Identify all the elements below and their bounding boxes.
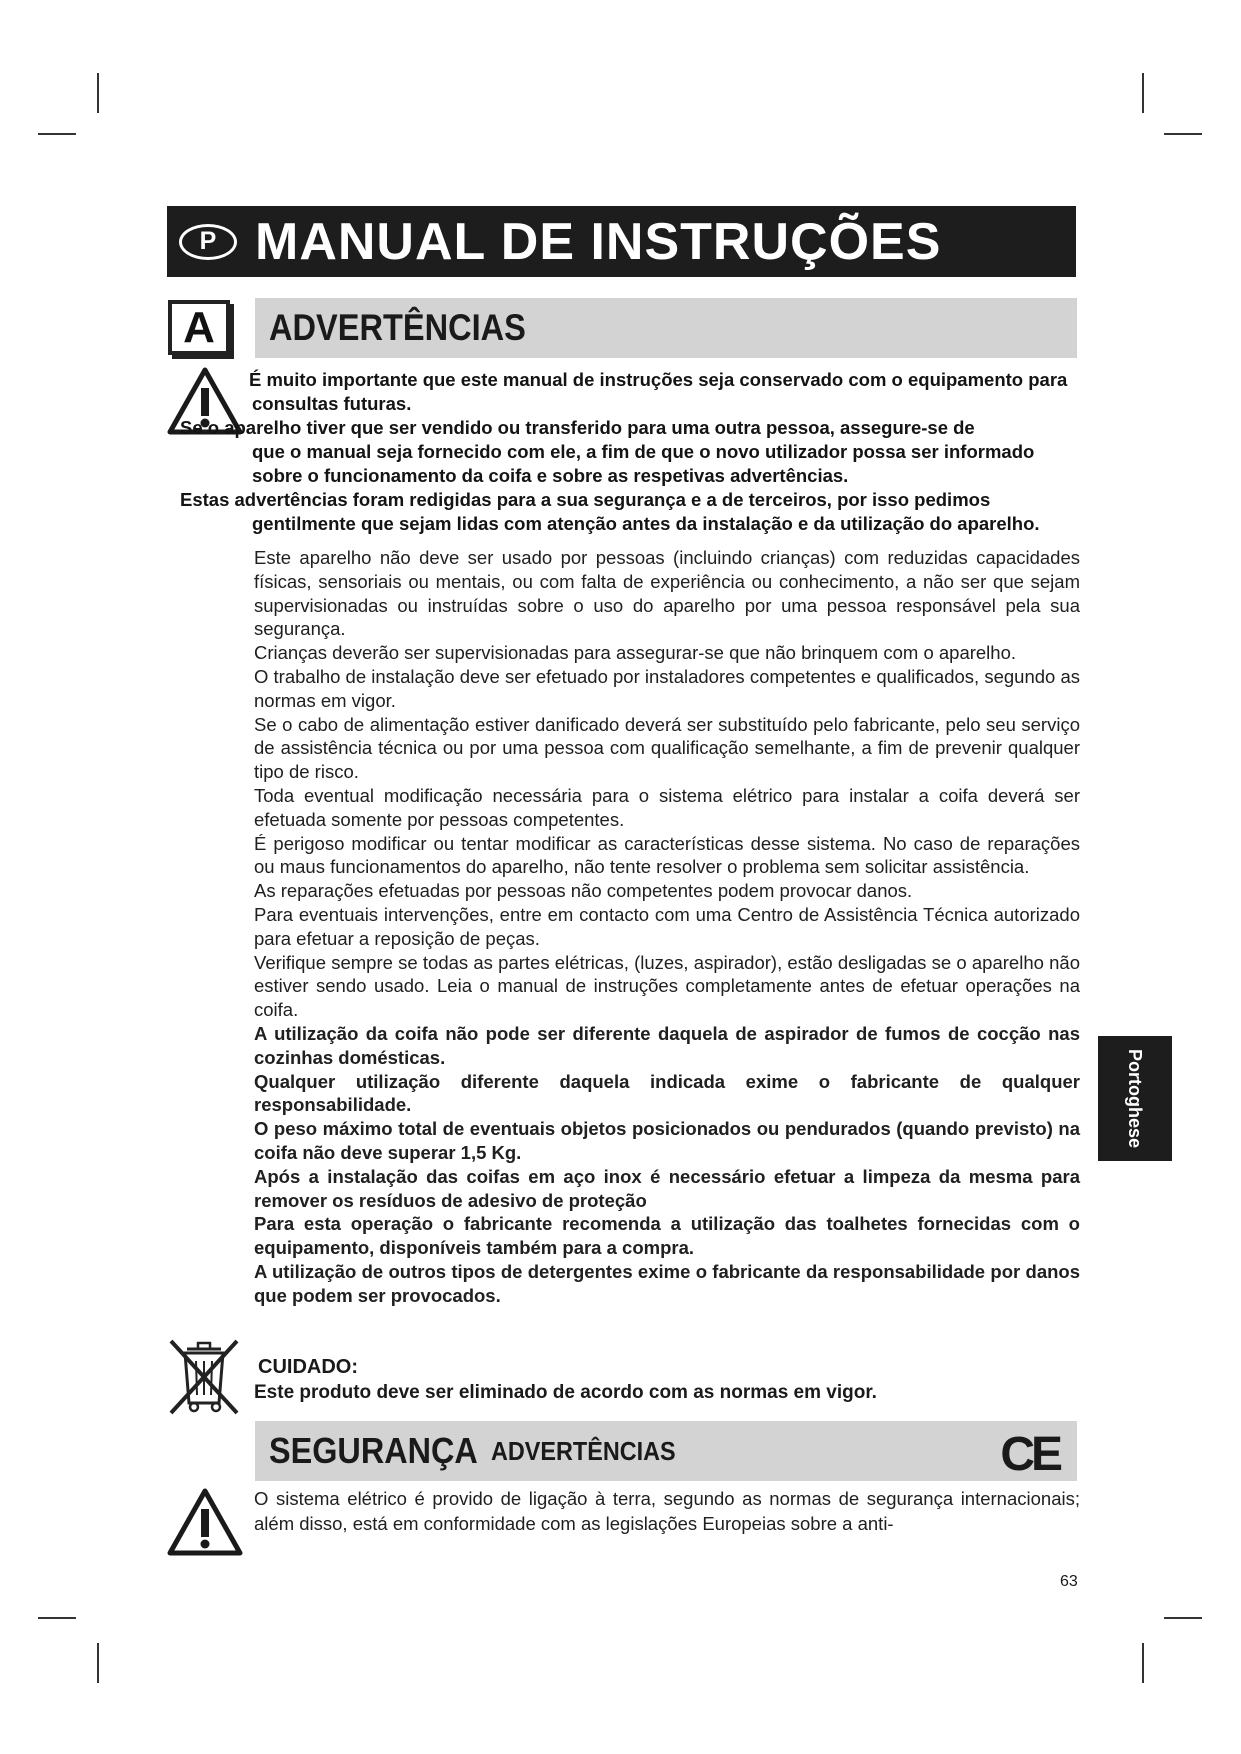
paragraph: Toda eventual modificação necessária para o sistema elétrico para instalar a coifa deverá ser efetuada somente por pessoas competentes. <box>254 784 1080 830</box>
intro-line: que o manual seja fornecido com ele, a fim de que o novo utilizador possa ser informado <box>252 441 1035 462</box>
crop-mark <box>1142 73 1144 113</box>
intro-line: sobre o funcionamento da coifa e sobre as respetivas advertências. <box>252 465 849 486</box>
intro-line: gentilmente que sejam lidas com atenção antes da instalação e da utilização do aparelho. <box>252 513 1040 534</box>
crop-mark <box>1142 1643 1144 1683</box>
intro-line: consultas futuras. <box>252 393 412 414</box>
crop-mark <box>1164 133 1202 135</box>
paragraph: Se o cabo de alimentação estiver danificado deverá ser substituído pelo fabricante, pelo seu serviço de assistência técnica ou por uma pessoa com qualificação semelhante, a fim de prevenir qualquer tipo de risco. <box>254 713 1080 783</box>
bold-paragraph: A utilização de outros tipos de detergentes exime o fabricante da responsabilidade por danos que podem ser provocados. <box>254 1260 1080 1306</box>
paragraph: Verifique sempre se todas as partes elétricas, (luzes, aspirador), estão desligadas se o aparelho não estiver sendo usado. Leia o manual de instruções completamente antes de efetuar operações na coifa. <box>254 951 1080 1021</box>
paragraph: Para eventuais intervenções, entre em contacto com uma Centro de Assistência Técnica autorizado para efetuar a reposição de peças. <box>254 903 1080 949</box>
language-badge: P <box>179 224 237 260</box>
section-header <box>255 298 1077 358</box>
crop-mark <box>1164 1617 1202 1619</box>
bold-paragraph: Para esta operação o fabricante recomenda a utilização das toalhetes fornecidas com o equipamento, disponíveis também para a compra. <box>254 1213 1080 1259</box>
page-title: MANUAL DE INSTRUÇÕES <box>255 212 942 271</box>
warning-triangle-icon <box>166 1487 244 1557</box>
paragraph: Crianças deverão ser supervisionadas para assegurar-se que não brinquem com o aparelho. <box>254 642 1017 664</box>
section-title: ADVERTÊNCIAS <box>269 307 526 348</box>
safety-title: SEGURANÇA <box>269 1430 478 1471</box>
bold-paragraph: A utilização da coifa não pode ser diferente daquela de aspirador de fumos de cocção nas cozinhas domésticas. <box>254 1022 1080 1068</box>
crop-mark <box>97 1643 99 1683</box>
paragraph: Este aparelho não deve ser usado por pessoas (incluindo crianças) com reduzidas capacidades físicas, sensoriais ou mentais, ou com falta de experiência ou conhecimento, a não ser que sejam supervisionadas ou instruídas sobre o uso do aparelho por uma pessoa responsável pela sua segurança. <box>254 547 1080 640</box>
title-bar <box>167 206 1076 277</box>
paragraph: É perigoso modificar ou tentar modificar as características desse sistema. No caso de reparações ou maus funcionamentos do aparelho, não tente resolver o problema sem solicitar assistência. <box>254 832 1080 878</box>
bold-paragraph: Qualquer utilização diferente daquela indicada exime o fabricante de qualquer responsabilidade. <box>254 1070 1080 1116</box>
safety-paragraph: O sistema elétrico é provido de ligação à terra, segundo as normas de segurança internacionais; além disso, está em conformidade com as legislações Europeias sobre a anti- <box>254 1488 1080 1534</box>
intro-line: É muito importante que este manual de instruções seja conservado com o equipamento para <box>249 369 1068 390</box>
bold-paragraph: Após a instalação das coifas em aço inox é necessário efetuar a limpeza da mesma para remover os resíduos de adesivo de proteção <box>254 1165 1080 1211</box>
caution-label: CUIDADO: <box>258 1356 358 1378</box>
section-letter-box: A <box>168 300 230 355</box>
ce-mark-icon: CE <box>1000 1428 1059 1481</box>
bold-paragraph: O peso máximo total de eventuais objetos posicionados ou pendurados (quando previsto) na coifa não deve superar 1,5 Kg. <box>254 1118 1080 1163</box>
caution-text: Este produto deve ser eliminado de acordo com as normas em vigor. <box>254 1382 877 1403</box>
intro-line: Se o aparelho tiver que ser vendido ou transferido para uma outra pessoa, assegure-se de <box>180 417 975 438</box>
warnings-body <box>254 546 1080 1308</box>
crossed-bin-icon <box>165 1337 243 1417</box>
crop-mark <box>38 1617 76 1619</box>
paragraph: As reparações efetuadas por pessoas não competentes podem provocar danos. <box>254 880 913 902</box>
crop-mark <box>38 133 76 135</box>
safety-section-header <box>255 1421 1077 1481</box>
page-number: 63 <box>1060 1573 1078 1590</box>
paragraph: O trabalho de instalação deve ser efetuado por instaladores competentes e qualificados, segundo as normas em vigor. <box>254 665 1080 711</box>
side-tab-label: Portoghese <box>1125 1048 1146 1149</box>
language-side-tab <box>1098 1036 1172 1161</box>
intro-line: Estas advertências foram redigidas para a sua segurança e a de terceiros, por isso pedimos <box>180 489 991 510</box>
safety-subtitle: ADVERTÊNCIAS <box>491 1435 676 1466</box>
crop-mark <box>97 73 99 113</box>
